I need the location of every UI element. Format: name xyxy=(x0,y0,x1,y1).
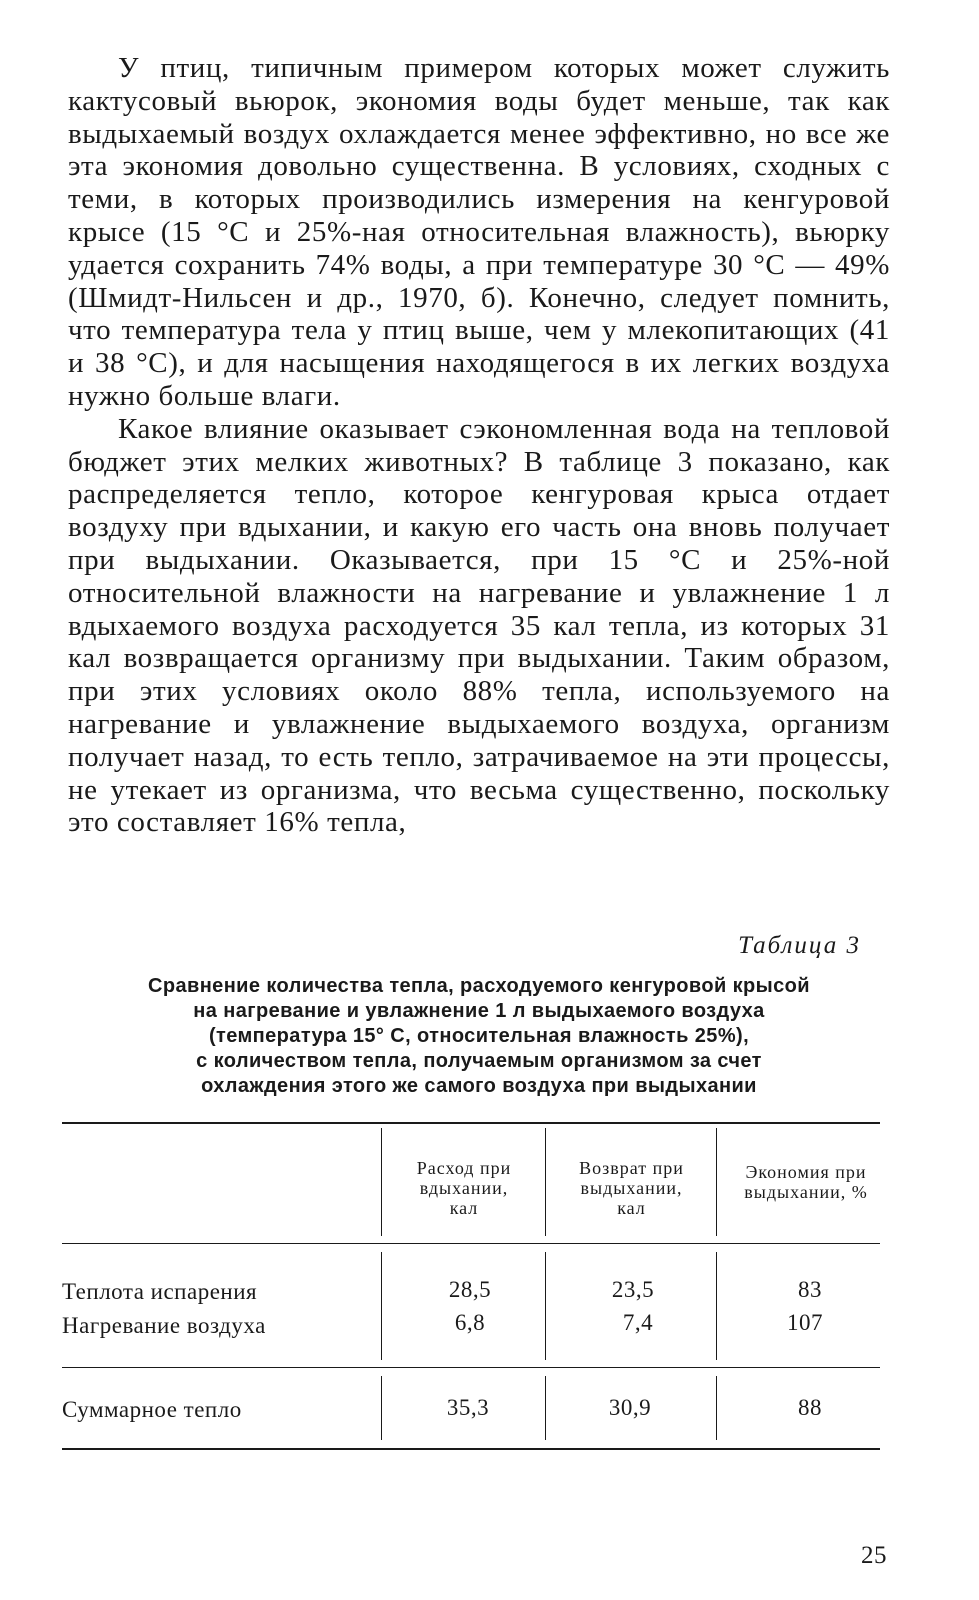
column-divider xyxy=(545,1128,546,1236)
table-cell: 23,5 xyxy=(611,1277,655,1302)
column-header-line: Экономия при xyxy=(745,1162,867,1182)
column-header-expense xyxy=(385,1158,543,1218)
row-label: Нагревание воздуха xyxy=(62,1313,266,1338)
table-cell: 107 xyxy=(787,1310,823,1335)
column-header-line: Расход при xyxy=(416,1158,512,1178)
column-header-line: вдыхании, xyxy=(419,1178,509,1198)
table-total-rule xyxy=(62,1367,880,1368)
table-number: Таблица 3 xyxy=(738,932,861,959)
column-divider xyxy=(381,1252,382,1360)
table-cell-total: 88 xyxy=(798,1395,822,1420)
paragraph: У птиц, типичным примером которых может служить кактусовый вьюрок, экономия воды будет меньше, так как выдыхаемый воздух охлаждается менее эффективно, но все же эта экономия довольно существенна. В условиях, сходных с теми, в которых производились измерения на кенгуровой крысе (15 °С и 25%-ная относительная влажность), вьюрку удается сохранить 74% воды, а при температуре 30 °С — 49% (Шмидт-Нильсен и др., 1970, б). Конечно, следует помнить, что температура тела у птиц выше, чем у млекопитающих (41 и 38 °С), и для насыщения находящегося в их легких воздуха нужно больше влаги. xyxy=(68,52,890,412)
column-divider xyxy=(716,1252,717,1360)
column-divider xyxy=(545,1252,546,1360)
body-text xyxy=(68,52,890,839)
column-header-line: кал xyxy=(617,1198,646,1218)
column-divider xyxy=(381,1376,382,1440)
column-divider xyxy=(545,1376,546,1440)
row-label: Теплота испарения xyxy=(62,1279,258,1304)
table-caption xyxy=(86,974,872,1099)
column-header-line: выдыхании, xyxy=(580,1178,683,1198)
page-number: 25 xyxy=(861,1542,887,1569)
table-cell: 83 xyxy=(798,1277,822,1302)
column-header-line: Возврат при xyxy=(579,1158,684,1178)
column-divider xyxy=(716,1128,717,1236)
column-header-line: кал xyxy=(449,1198,479,1218)
table-cell-total: 35,3 xyxy=(446,1395,490,1420)
table-bottom-rule xyxy=(62,1448,880,1450)
paragraph: Какое влияние оказывает сэкономленная вода на тепловой бюджет этих мелких животных? В таблице 3 показано, как распределяется тепло, которое кенгуровая крыса отдает воздуху при вдыхании, и какую его часть она вновь получает при выдыхании. Оказывается, при 15 °С и 25%-ной относительной влажности на нагревание и увлажнение 1 л вдыхаемого воздуха расходуется 35 кал тепла, из которых 31 кал возвращается организму при выдыхании. Таким образом, при этих условиях около 88% тепла, используемого на нагревание и увлажнение выдыхаемого воздуха, организм получает назад, то есть тепло, затрачиваемое на эти процессы, не утекает из организма, что весьма существенно, поскольку это составляет 16% тепла, xyxy=(68,412,890,839)
table-cell: 28,5 xyxy=(448,1277,492,1302)
column-divider xyxy=(381,1128,382,1236)
column-header-return xyxy=(549,1158,714,1218)
table-caption-line: охлаждения этого же самого воздуха при выдыхании xyxy=(201,1075,757,1097)
table-cell: 7,4 xyxy=(622,1310,654,1335)
table-caption-line: с количеством тепла, получаемым организмом за счет xyxy=(196,1050,762,1072)
column-header-savings xyxy=(720,1162,892,1202)
table-caption-line: на нагревание и увлажнение 1 л выдыхаемого воздуха xyxy=(193,1000,765,1022)
table-cell-total: 30,9 xyxy=(608,1395,652,1420)
table-cell: 6,8 xyxy=(454,1310,486,1335)
row-label-total: Суммарное тепло xyxy=(62,1397,242,1422)
column-header-line: выдыхании, % xyxy=(744,1182,868,1202)
column-divider xyxy=(716,1376,717,1440)
table-caption-line: Сравнение количества тепла, расходуемого кенгуровой крысой xyxy=(148,975,810,997)
table-top-rule xyxy=(62,1122,880,1124)
table-caption-line: (температура 15° С, относительная влажность 25%), xyxy=(208,1025,750,1047)
table-header-rule xyxy=(62,1243,880,1244)
